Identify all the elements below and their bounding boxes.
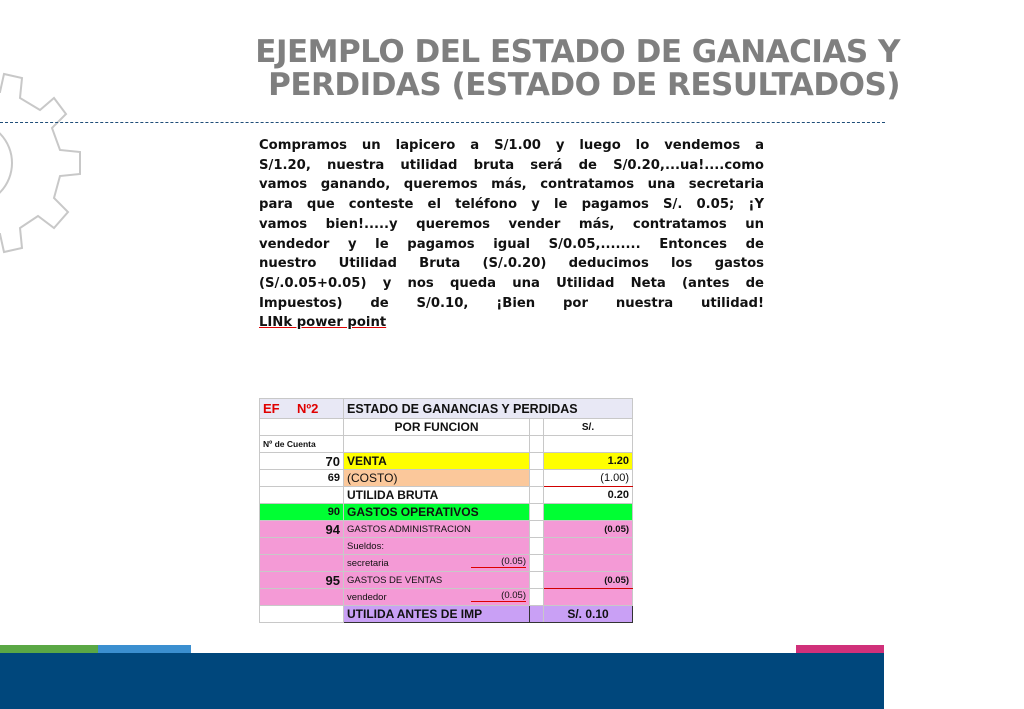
footer-stripe-blue — [98, 645, 191, 653]
table-row — [260, 470, 633, 487]
table-row — [260, 606, 633, 623]
account-number: 90 — [260, 504, 344, 521]
account-number: 69 — [260, 470, 344, 487]
row-amount: S/. 0.10 — [544, 606, 633, 623]
empty-cell — [530, 487, 544, 504]
row-amount: (0.05) — [544, 521, 633, 538]
row-label: UTILIDA ANTES DE IMP — [344, 606, 530, 623]
table-row — [260, 453, 633, 470]
empty-cell — [260, 555, 344, 572]
empty-cell — [260, 419, 344, 436]
account-number: 95 — [260, 572, 344, 589]
empty-cell — [260, 606, 344, 623]
empty-cell — [530, 589, 544, 606]
row-label: UTILIDA BRUTA — [344, 487, 530, 504]
row-amount: (0.05) — [471, 590, 526, 602]
ef-number: Nº2 — [297, 401, 319, 416]
row-label: GASTOS OPERATIVOS — [344, 504, 530, 521]
empty-cell — [530, 572, 544, 589]
title-line-1: EJEMPLO DEL ESTADO DE GANACIAS Y — [255, 34, 900, 70]
table-row — [260, 487, 633, 504]
statement-subheading: POR FUNCION — [344, 419, 530, 436]
empty-cell — [530, 521, 544, 538]
title-line-2: PERDIDAS (ESTADO DE RESULTADOS) — [268, 67, 900, 103]
page-title — [200, 36, 900, 102]
empty-cell — [530, 453, 544, 470]
paragraph-line: para que conteste el teléfono y le pagamos S/. 0.05; ¡Y — [259, 197, 764, 213]
empty-cell — [530, 419, 544, 436]
dashed-divider — [0, 122, 885, 123]
paragraph-line: vendedor y le pagamos igual S/0.05,........ Entonces de — [259, 236, 764, 252]
currency-header: S/. — [544, 419, 633, 436]
row-amount: (0.05) — [471, 556, 526, 568]
ef-cell — [260, 399, 344, 419]
account-header: Nº de Cuenta — [260, 436, 344, 453]
empty-cell — [530, 504, 544, 521]
empty-cell — [260, 487, 344, 504]
empty-cell — [260, 589, 344, 606]
empty-cell — [260, 538, 344, 555]
table-row — [260, 399, 633, 419]
table-row — [260, 555, 633, 572]
row-amount: 1.20 — [544, 453, 633, 470]
paragraph-line: nuestro Utilidad Bruta (S/.0.20) deducimos los gastos — [259, 256, 764, 272]
example-paragraph — [259, 136, 764, 333]
paragraph-line: vamos bien!.....y queremos vender más, contratamos un — [259, 216, 764, 232]
footer-stripe-green — [0, 645, 98, 653]
empty-cell — [544, 436, 633, 453]
empty-cell — [544, 555, 633, 572]
table-row — [260, 538, 633, 555]
row-label: vendedor — [347, 591, 387, 603]
row-label: secretaria — [347, 557, 389, 569]
row-label: VENTA — [344, 453, 530, 470]
statement-heading: ESTADO DE GANANCIAS Y PERDIDAS — [344, 399, 633, 419]
ef-label: EF — [263, 401, 280, 416]
secretaria-cell — [344, 555, 530, 572]
empty-cell — [530, 606, 544, 623]
empty-cell — [344, 436, 530, 453]
empty-cell — [530, 555, 544, 572]
row-label: (COSTO) — [344, 470, 530, 487]
empty-cell — [530, 436, 544, 453]
vendedor-cell — [344, 589, 530, 606]
table-row — [260, 419, 633, 436]
footer-stripe-pink — [796, 645, 884, 653]
empty-cell — [544, 589, 633, 606]
table-row — [260, 521, 633, 538]
table-row — [260, 589, 633, 606]
powerpoint-link[interactable]: LINk power point — [259, 315, 387, 331]
paragraph-line: S/1.20, nuestra utilidad bruta será de S/0.20,...ua!....como — [259, 157, 764, 173]
row-label: Sueldos: — [344, 538, 530, 555]
paragraph-line: Impuestos) de S/0.10, ¡Bien por nuestra utilidad! — [259, 295, 764, 311]
account-number: 70 — [260, 453, 344, 470]
account-number: 94 — [260, 521, 344, 538]
table-row — [260, 572, 633, 589]
empty-cell — [544, 538, 633, 555]
paragraph-line: Compramos un lapicero a S/1.00 y luego lo vendemos a — [259, 138, 764, 153]
row-amount: 0.20 — [544, 487, 633, 504]
income-statement-table — [259, 398, 633, 623]
table-row — [260, 504, 633, 521]
empty-cell — [544, 504, 633, 521]
paragraph-line: vamos ganando, queremos más, contratamos una secretaria — [259, 177, 764, 193]
table-row — [260, 436, 633, 453]
footer-bar — [0, 653, 884, 709]
row-label: GASTOS DE VENTAS — [344, 572, 530, 589]
row-amount: (0.05) — [544, 572, 633, 589]
row-label: GASTOS ADMINISTRACION — [344, 521, 530, 538]
gear-decoration-icon — [0, 70, 90, 260]
empty-cell — [530, 538, 544, 555]
paragraph-line: (S/.0.05+0.05) y nos queda una Utilidad Neta (antes de — [259, 275, 764, 291]
row-amount: (1.00) — [544, 470, 633, 487]
empty-cell — [530, 470, 544, 487]
